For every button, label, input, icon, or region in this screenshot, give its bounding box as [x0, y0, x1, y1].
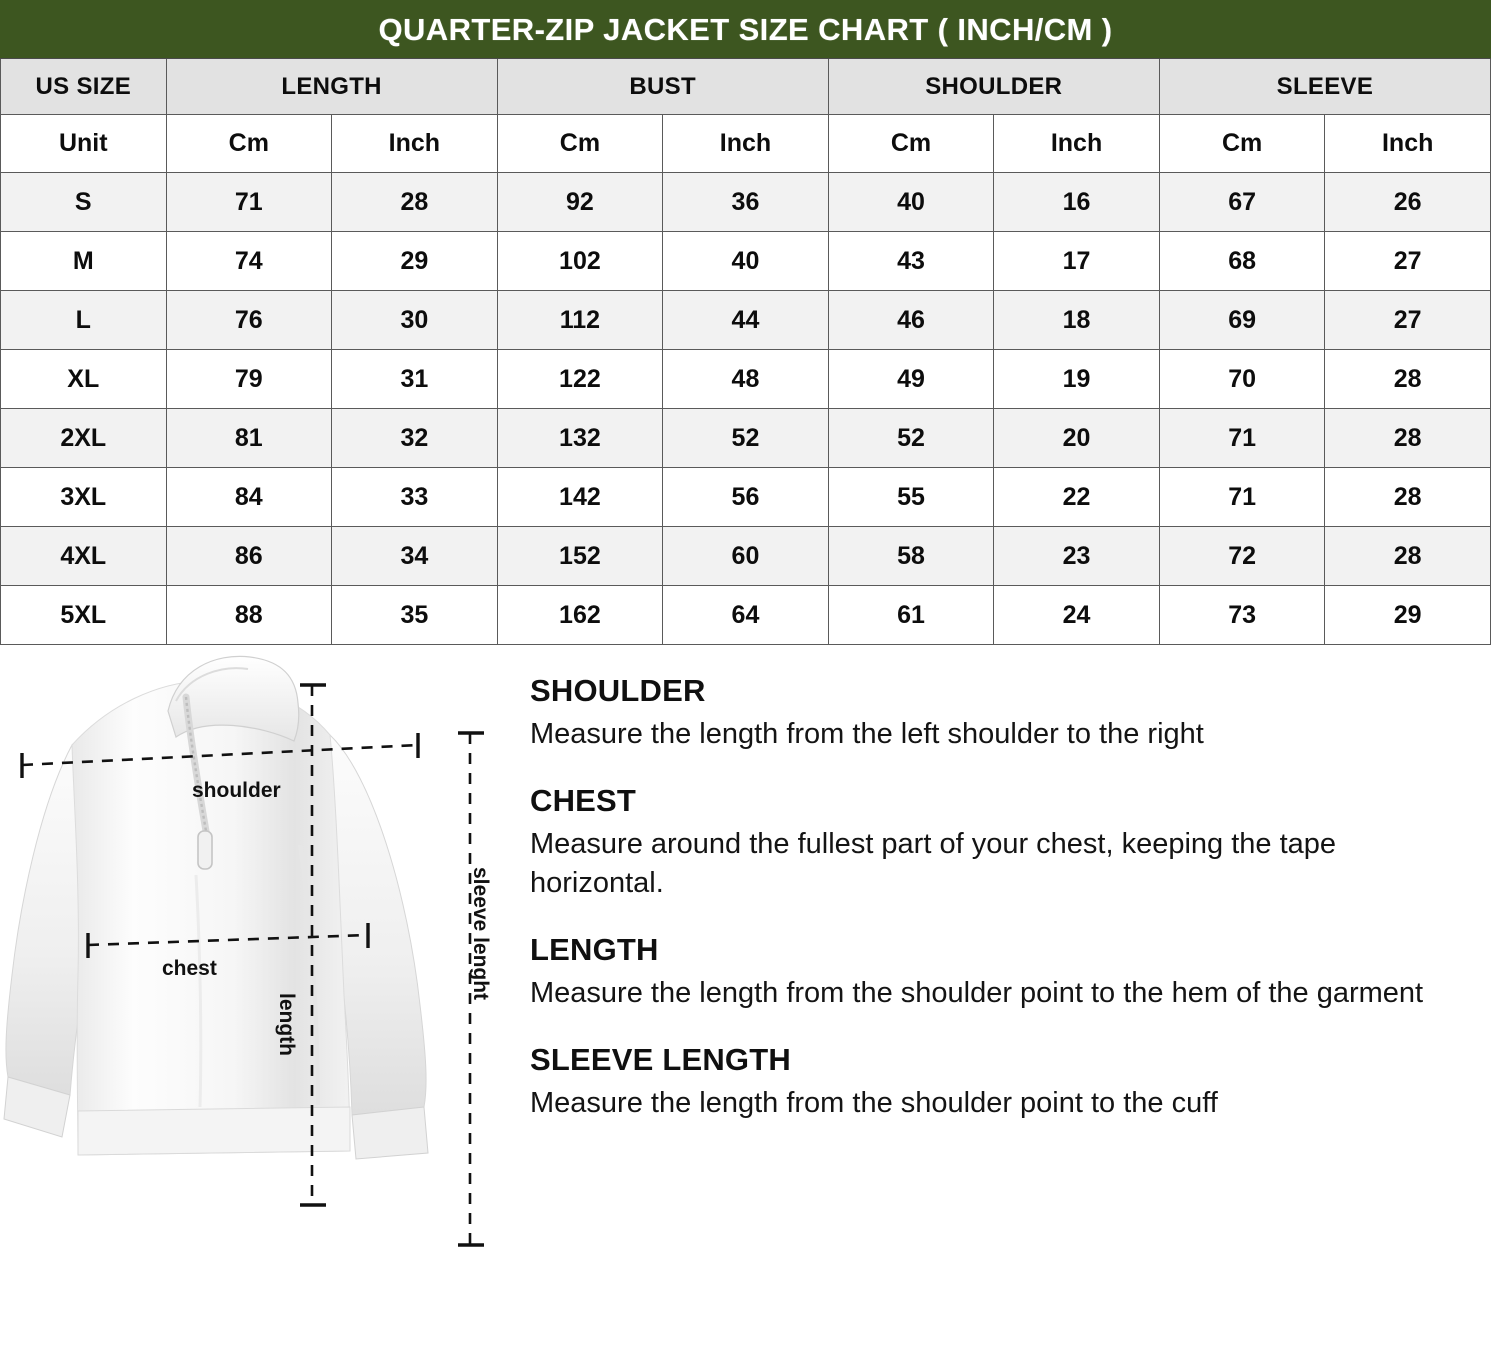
- cell-bust-cm: 102: [497, 232, 663, 291]
- how-to-measure-text: Measure around the fullest part of your chest, keeping the tape horizontal.: [530, 828, 1337, 899]
- cell-bust-cm: 92: [497, 173, 663, 232]
- cell-length-inch: 35: [332, 586, 498, 645]
- unit-sleeve-cm: Cm: [1159, 115, 1325, 173]
- cell-bust-cm: 162: [497, 586, 663, 645]
- cell-size: L: [1, 291, 167, 350]
- how-to-measure-text: Measure the length from the left shoulder to the right: [530, 718, 1204, 750]
- cell-size: 5XL: [1, 586, 167, 645]
- jacket-right-cuff: [352, 1107, 428, 1159]
- table-row: [1, 586, 1491, 645]
- cell-shoulder-cm: 49: [828, 350, 994, 409]
- how-to-measure-heading: CHEST: [530, 783, 637, 819]
- unit-bust-cm: Cm: [497, 115, 663, 173]
- cell-length-inch: 33: [332, 468, 498, 527]
- shoulder-guide-label: shoulder: [192, 779, 281, 802]
- cell-bust-inch: 40: [663, 232, 829, 291]
- table-row: [1, 232, 1491, 291]
- cell-size: 3XL: [1, 468, 167, 527]
- table-row: [1, 291, 1491, 350]
- jacket-zipper-pull: [198, 831, 212, 869]
- cell-shoulder-inch: 20: [994, 409, 1160, 468]
- how-to-measure-text: Measure the length from the shoulder point to the hem of the garment: [530, 976, 1424, 1009]
- cell-length-cm: 79: [166, 350, 332, 409]
- how-to-measure-heading: SLEEVE LENGTH: [530, 1042, 791, 1078]
- table-row: [1, 468, 1491, 527]
- cell-length-cm: 81: [166, 409, 332, 468]
- cell-sleeve-inch: 28: [1325, 350, 1491, 409]
- cell-shoulder-cm: 52: [828, 409, 994, 468]
- cell-bust-cm: 112: [497, 291, 663, 350]
- cell-bust-cm: 132: [497, 409, 663, 468]
- cell-shoulder-cm: 58: [828, 527, 994, 586]
- cell-shoulder-inch: 18: [994, 291, 1160, 350]
- group-header-length: LENGTH: [166, 59, 497, 115]
- group-header-sleeve: SLEEVE: [1159, 59, 1490, 115]
- cell-shoulder-cm: 40: [828, 173, 994, 232]
- cell-length-cm: 88: [166, 586, 332, 645]
- table-row: [1, 527, 1491, 586]
- cell-shoulder-inch: 24: [994, 586, 1160, 645]
- cell-shoulder-inch: 23: [994, 527, 1160, 586]
- cell-length-inch: 28: [332, 173, 498, 232]
- unit-shoulder-inch: Inch: [994, 115, 1160, 173]
- how-to-measure-item: [530, 932, 1451, 1012]
- group-header-bust: BUST: [497, 59, 828, 115]
- unit-length-inch: Inch: [332, 115, 498, 173]
- cell-size: 2XL: [1, 409, 167, 468]
- cell-sleeve-inch: 26: [1325, 173, 1491, 232]
- size-chart-table-body: [1, 1, 1491, 645]
- cell-shoulder-inch: 17: [994, 232, 1160, 291]
- cell-sleeve-cm: 68: [1159, 232, 1325, 291]
- cell-sleeve-cm: 71: [1159, 468, 1325, 527]
- unit-bust-inch: Inch: [663, 115, 829, 173]
- how-to-measure-item: [530, 673, 1451, 753]
- cell-shoulder-inch: 16: [994, 173, 1160, 232]
- jacket-drawing-svg: [0, 645, 500, 1335]
- cell-length-inch: 31: [332, 350, 498, 409]
- cell-shoulder-cm: 43: [828, 232, 994, 291]
- cell-shoulder-cm: 55: [828, 468, 994, 527]
- chart-title-row: [1, 1, 1491, 59]
- cell-size: M: [1, 232, 167, 291]
- size-chart-table: [0, 0, 1491, 645]
- how-to-measure-text: Measure the length from the shoulder point to the cuff: [530, 1087, 1218, 1120]
- cell-sleeve-inch: 29: [1325, 586, 1491, 645]
- cell-bust-inch: 60: [663, 527, 829, 586]
- cell-bust-inch: 48: [663, 350, 829, 409]
- cell-size: S: [1, 173, 167, 232]
- group-header-us-size: US SIZE: [1, 59, 167, 115]
- measurement-guide-section: [0, 645, 1491, 1345]
- table-row: [1, 350, 1491, 409]
- how-to-measure-item: [530, 1042, 1451, 1122]
- unit-length-cm: Cm: [166, 115, 332, 173]
- cell-sleeve-cm: 70: [1159, 350, 1325, 409]
- cell-bust-cm: 142: [497, 468, 663, 527]
- jacket-illustration: [0, 645, 500, 1335]
- jacket-hem-band: [78, 1107, 350, 1155]
- how-to-measure-heading: SHOULDER: [530, 673, 706, 708]
- cell-shoulder-cm: 61: [828, 586, 994, 645]
- chart-title: QUARTER-ZIP JACKET SIZE CHART ( INCH/CM ): [1, 1, 1491, 59]
- unit-header-row: [1, 115, 1491, 173]
- cell-sleeve-inch: 28: [1325, 527, 1491, 586]
- cell-length-inch: 30: [332, 291, 498, 350]
- how-to-measure-heading: LENGTH: [530, 931, 659, 967]
- cell-length-inch: 32: [332, 409, 498, 468]
- cell-length-cm: 71: [166, 173, 332, 232]
- cell-sleeve-cm: 67: [1159, 173, 1325, 232]
- cell-length-cm: 76: [166, 291, 332, 350]
- cell-shoulder-inch: 22: [994, 468, 1160, 527]
- cell-bust-cm: 122: [497, 350, 663, 409]
- table-row: [1, 409, 1491, 468]
- sleeve-length-guide-label: sleeve lenght: [469, 867, 492, 1001]
- cell-bust-inch: 64: [663, 586, 829, 645]
- cell-sleeve-inch: 28: [1325, 409, 1491, 468]
- table-row: [1, 173, 1491, 232]
- cell-shoulder-inch: 19: [994, 350, 1160, 409]
- cell-sleeve-inch: 28: [1325, 468, 1491, 527]
- cell-sleeve-inch: 27: [1325, 232, 1491, 291]
- cell-length-cm: 74: [166, 232, 332, 291]
- cell-length-cm: 86: [166, 527, 332, 586]
- cell-sleeve-cm: 69: [1159, 291, 1325, 350]
- cell-length-inch: 34: [332, 527, 498, 586]
- unit-sleeve-inch: Inch: [1325, 115, 1491, 173]
- size-chart-section: [0, 0, 1491, 645]
- cell-bust-inch: 36: [663, 173, 829, 232]
- cell-size: XL: [1, 350, 167, 409]
- cell-length-inch: 29: [332, 232, 498, 291]
- group-header-shoulder: SHOULDER: [828, 59, 1159, 115]
- cell-length-cm: 84: [166, 468, 332, 527]
- unit-us-size: Unit: [1, 115, 167, 173]
- cell-bust-inch: 56: [663, 468, 829, 527]
- cell-sleeve-cm: 71: [1159, 409, 1325, 468]
- unit-shoulder-cm: Cm: [828, 115, 994, 173]
- cell-sleeve-cm: 73: [1159, 586, 1325, 645]
- cell-sleeve-inch: 27: [1325, 291, 1491, 350]
- cell-bust-cm: 152: [497, 527, 663, 586]
- how-to-measure-list: [500, 645, 1491, 1122]
- chest-guide-label: chest: [162, 957, 217, 980]
- cell-size: 4XL: [1, 527, 167, 586]
- how-to-measure-item: [530, 783, 1451, 902]
- cell-sleeve-cm: 72: [1159, 527, 1325, 586]
- cell-shoulder-cm: 46: [828, 291, 994, 350]
- length-guide-label: length: [275, 993, 298, 1056]
- cell-bust-inch: 44: [663, 291, 829, 350]
- group-header-row: [1, 59, 1491, 115]
- cell-bust-inch: 52: [663, 409, 829, 468]
